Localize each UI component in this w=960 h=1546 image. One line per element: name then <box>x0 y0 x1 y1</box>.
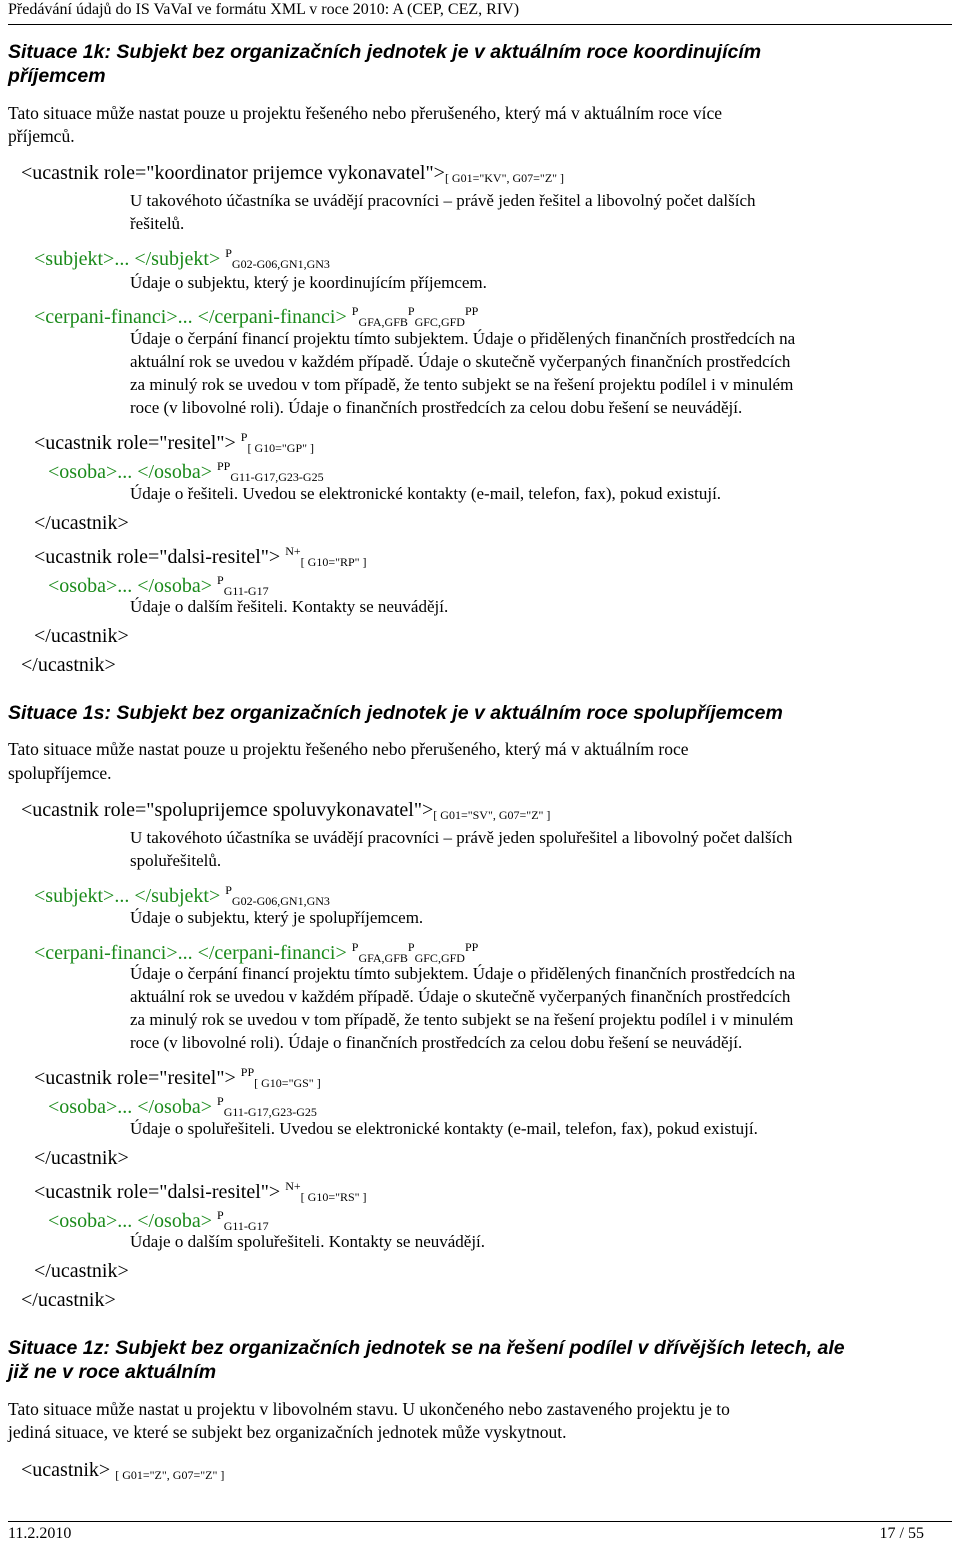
section-1z-heading-line2: již ne v roce aktuálním <box>8 1361 217 1383</box>
section-1s-intro-line1: Tato situace může nastat pouze u projektu řešeného nebo přerušeného, který má v aktuálním roce <box>8 739 689 759</box>
xml-tag: <ucastnik> <box>21 1459 111 1481</box>
xml-tag: <osoba>... </osoba> <box>48 575 212 597</box>
xml-ucastnik-spoluprijemce <box>21 797 550 828</box>
footer-date: 11.2.2010 <box>8 1525 72 1542</box>
xml-osoba-desc: Údaje o dalším řešiteli. Kontakty se neuvádějí. <box>130 597 449 616</box>
xml-cerpani-desc-line1: Údaje o čerpání financí projektu tímto subjektem. Údaje o přidělených finančních prostředcích na <box>130 964 796 983</box>
xml-tag: <ucastnik role="koordinator prijemce vykonavatel"> <box>21 162 445 184</box>
page-footer <box>8 1521 952 1544</box>
section-1z-heading-line1: Situace 1z: Subjekt bez organizačních jednotek se na řešení podílel v dřívějších letech, ale <box>8 1337 845 1359</box>
xml-tag: <osoba>... </osoba> <box>48 1096 212 1118</box>
xml-ucastnik-close: </ucastnik> <box>21 1289 116 1311</box>
xml-desc-line2: řešitelů. <box>130 214 185 233</box>
xml-ucastnik-close: </ucastnik> <box>21 654 116 676</box>
xml-desc-line1: U takovéhoto účastníka se uvádějí pracovníci – právě jeden spoluřešitel a libovolný počet dalších <box>130 828 793 847</box>
xml-subjekt-desc: Údaje o subjektu, který je spolupříjemcem. <box>130 908 424 927</box>
xml-desc-line2: spoluřešitelů. <box>130 851 222 870</box>
xml-occurrence: P <box>225 883 232 897</box>
xml-occurrence: PP <box>464 940 479 954</box>
section-1k-intro-line2: příjemců. <box>8 126 75 146</box>
xml-ucastnik-close: </ucastnik> <box>34 1260 129 1282</box>
xml-codes: G02-G06,GN1,GN3 <box>231 894 330 908</box>
section-1k-heading-line2: příjemcem <box>8 65 106 87</box>
xml-occurrence: N+ <box>285 1179 301 1193</box>
xml-codes: G11-G17,G23-G25 <box>223 1105 317 1119</box>
section-1s-heading: Situace 1s: Subjekt bez organizačních jednotek je v aktuálním roce spolupříjemcem <box>8 702 783 724</box>
xml-occurrence: P <box>407 304 415 318</box>
xml-occurrence: N+ <box>285 544 301 558</box>
xml-tag: <ucastnik role="resitel"> <box>34 1067 236 1089</box>
xml-codes: GFC,GFD <box>414 951 465 965</box>
xml-occurrence: PP <box>217 459 231 473</box>
xml-occurrence: P <box>351 304 359 318</box>
xml-ucastnik-koordinator <box>21 160 564 191</box>
xml-tag: <ucastnik role="dalsi-resitel"> <box>34 546 281 568</box>
xml-codes: G11-G17 <box>223 1219 269 1233</box>
xml-codes: [ G01="Z", G07="Z" ] <box>115 1468 225 1482</box>
xml-codes: G11-G17,G23-G25 <box>230 470 324 484</box>
xml-osoba-desc: Údaje o dalším spoluřešiteli. Kontakty se neuvádějí. <box>130 1232 486 1251</box>
xml-subjekt-desc: Údaje o subjektu, který je koordinujícím příjemcem. <box>130 273 487 292</box>
xml-codes: GFC,GFD <box>414 315 465 329</box>
xml-occurrence: P <box>217 573 224 587</box>
xml-codes: [ G10="RP" ] <box>300 555 367 569</box>
xml-ucastnik-close: </ucastnik> <box>34 512 129 534</box>
xml-tag: <osoba>... </osoba> <box>48 1210 212 1232</box>
xml-occurrence: P <box>407 940 415 954</box>
xml-cerpani-desc-line4: roce (v libovolné roli). Údaje o finančních prostředcích za celou dobu řešení se neuvádějí. <box>130 398 743 417</box>
xml-codes: [ G01="KV", G07="Z" ] <box>444 171 565 185</box>
section-1k-heading-line1: Situace 1k: Subjekt bez organizačních jednotek je v aktuálním roce koordinujícím <box>8 41 762 63</box>
xml-occurrence: P <box>225 246 232 260</box>
xml-tag: <ucastnik role="dalsi-resitel"> <box>34 1181 281 1203</box>
xml-codes: G11-G17 <box>223 584 269 598</box>
xml-occurrence: P <box>351 940 359 954</box>
xml-codes: GFA,GFB <box>358 315 408 329</box>
xml-codes: [ G10="RS" ] <box>300 1190 367 1204</box>
xml-tag: <ucastnik role="resitel"> <box>34 432 236 454</box>
xml-cerpani-desc-line4: roce (v libovolné roli). Údaje o finančních prostředcích za celou dobu řešení se neuvádějí. <box>130 1033 743 1052</box>
xml-ucastnik <box>21 1457 224 1488</box>
xml-codes: GFA,GFB <box>358 951 408 965</box>
xml-tag: <subjekt>... </subjekt> <box>34 248 221 270</box>
xml-cerpani-desc-line2: aktuální rok se uvedou v každém případě. Údaje o skutečně vyčerpaných finančních prostředcích <box>130 987 791 1006</box>
xml-tag: <cerpani-financi>... </cerpani-financi> <box>34 306 347 328</box>
xml-tag: <ucastnik role="spoluprijemce spoluvykonavatel"> <box>21 799 434 821</box>
xml-ucastnik-close: </ucastnik> <box>34 625 129 647</box>
xml-occurrence: P <box>240 430 248 444</box>
xml-ucastnik-close: </ucastnik> <box>34 1147 129 1169</box>
document-title: Předávání údajů do IS VaVaI ve formátu XML v roce 2010: A (CEP, CEZ, RIV) <box>8 1 520 18</box>
xml-cerpani-desc-line3: za minulý rok se uvedou v tom případě, že tento subjekt se na řešení projektu podílel i v minulém <box>130 1010 794 1029</box>
section-1k-intro-line1: Tato situace může nastat pouze u projektu řešeného nebo přerušeného, který má v aktuálním roce více <box>8 103 723 123</box>
xml-cerpani-desc-line2: aktuální rok se uvedou v každém případě. Údaje o skutečně vyčerpaných finančních prostředcích <box>130 352 791 371</box>
xml-codes: [ G10="GS" ] <box>254 1076 321 1090</box>
page-number: 17 / 55 <box>879 1525 924 1542</box>
section-1z-intro-line1: Tato situace může nastat u projektu v libovolném stavu. U ukončeného nebo zastaveného projektu je to <box>8 1399 730 1419</box>
page-header <box>8 0 952 25</box>
xml-codes: [ G10="GP" ] <box>247 441 315 455</box>
xml-cerpani-desc-line3: za minulý rok se uvedou v tom případě, že tento subjekt se na řešení projektu podílel i v minulém <box>130 375 794 394</box>
xml-occurrence: PP <box>240 1065 255 1079</box>
xml-occurrence: PP <box>464 304 479 318</box>
xml-desc-line1: U takovéhoto účastníka se uvádějí pracovníci – právě jeden řešitel a libovolný počet dalších <box>130 191 756 210</box>
xml-tag: <subjekt>... </subjekt> <box>34 885 221 907</box>
xml-cerpani-desc-line1: Údaje o čerpání financí projektu tímto subjektem. Údaje o přidělených finančních prostředcích na <box>130 329 796 348</box>
xml-osoba-desc: Údaje o řešiteli. Uvedou se elektronické kontakty (e-mail, telefon, fax), pokud existují. <box>130 484 722 503</box>
xml-codes: G02-G06,GN1,GN3 <box>231 257 330 271</box>
xml-codes: [ G01="SV", G07="Z" ] <box>433 808 551 822</box>
xml-tag: <osoba>... </osoba> <box>48 461 212 483</box>
xml-occurrence: P <box>217 1094 224 1108</box>
xml-tag: <cerpani-financi>... </cerpani-financi> <box>34 942 347 964</box>
section-1z-intro-line2: jediná situace, ve které se subjekt bez organizačních jednotek může vyskytnout. <box>8 1422 567 1442</box>
section-1s-intro-line2: spolupříjemce. <box>8 763 112 783</box>
xml-osoba-desc: Údaje o spoluřešiteli. Uvedou se elektronické kontakty (e-mail, telefon, fax), pokud existují. <box>130 1119 758 1138</box>
xml-occurrence: P <box>217 1208 224 1222</box>
